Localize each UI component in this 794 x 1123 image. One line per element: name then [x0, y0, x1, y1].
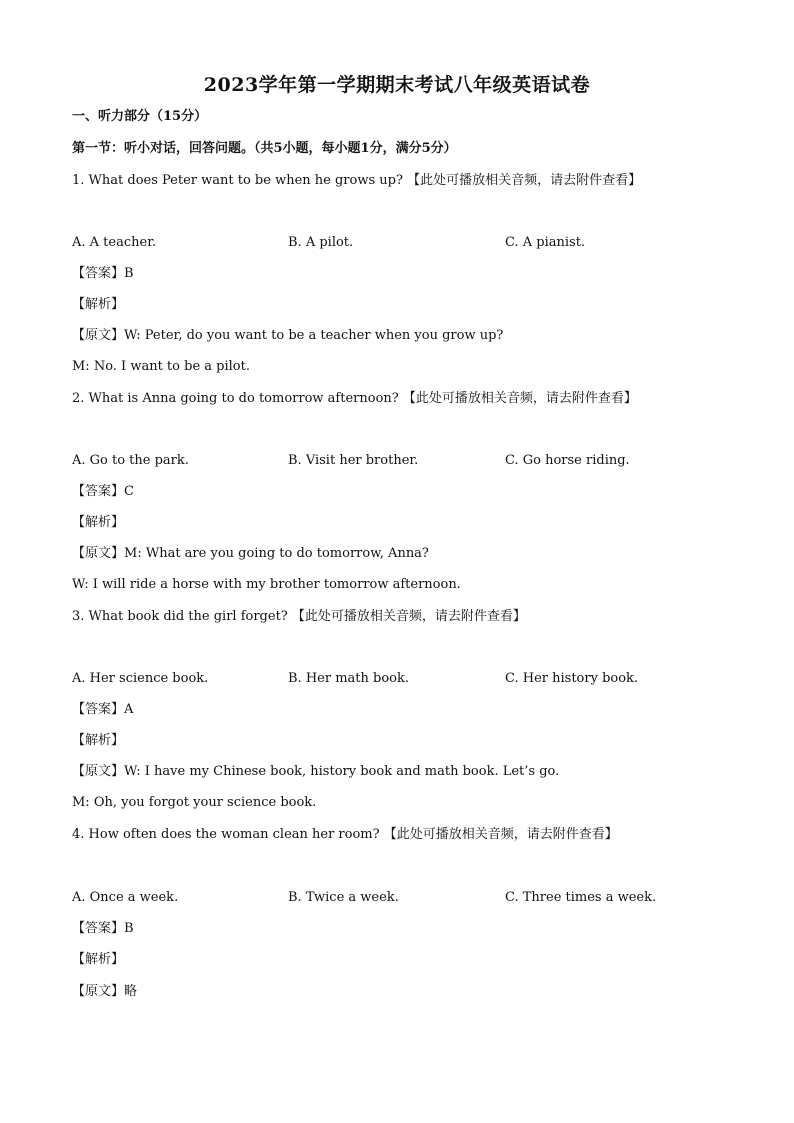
original-label: 【原文】	[72, 984, 125, 999]
question-2-original-line-2: W: I will ride a horse with my brother tomorrow afternoon.	[72, 577, 461, 592]
question-1-option-c: C. A pianist.	[505, 235, 586, 250]
question-1-option-a: A. A teacher.	[72, 235, 157, 250]
answer-value: A	[124, 702, 134, 717]
question-4-original	[72, 983, 137, 1001]
question-4-analysis-label: 【解析】	[72, 952, 125, 967]
original-text: 略	[124, 984, 138, 999]
original-text: M: What are you going to do tomorrow, Anna?	[124, 546, 429, 561]
question-3-original-line-2: M: Oh, you forgot your science book.	[72, 795, 317, 810]
question-1-answer	[72, 265, 134, 283]
question-1-original-line-2: M: No. I want to be a pilot.	[72, 359, 250, 374]
subsection-heading: 第一节：听小对话，回答问题。（共5小题，每小题1分，满分5分）	[72, 141, 457, 156]
question-2-option-b: B. Visit her brother.	[288, 453, 419, 468]
question-2-stem: 2. What is Anna going to do tomorrow afternoon? 【此处可播放相关音频，请去附件查看】	[72, 391, 637, 406]
question-3-answer	[72, 701, 133, 719]
original-text: W: I have my Chinese book, history book and math book. Let’s go.	[124, 764, 560, 779]
question-4-option-b: B. Twice a week.	[288, 890, 399, 905]
original-text: W: Peter, do you want to be a teacher when you grow up?	[124, 328, 504, 343]
question-4-option-a: A. Once a week.	[72, 890, 179, 905]
question-3-option-a: A. Her science book.	[72, 671, 209, 686]
answer-label: 【答案】	[72, 484, 125, 499]
question-2-original	[72, 545, 429, 563]
original-label: 【原文】	[72, 328, 125, 343]
question-2-answer	[72, 483, 134, 501]
question-3-original	[72, 763, 559, 781]
question-2-analysis-label: 【解析】	[72, 515, 125, 530]
answer-label: 【答案】	[72, 921, 125, 936]
question-3-stem: 3. What book did the girl forget? 【此处可播放相关音频，请去附件查看】	[72, 609, 526, 624]
question-4-answer	[72, 920, 134, 938]
original-label: 【原文】	[72, 764, 125, 779]
original-label: 【原文】	[72, 546, 125, 561]
section-heading: 一、听力部分（15分）	[72, 109, 208, 124]
question-1-stem: 1. What does Peter want to be when he grows up? 【此处可播放相关音频，请去附件查看】	[72, 173, 642, 188]
question-1-option-b: B. A pilot.	[288, 235, 354, 250]
question-2-option-c: C. Go horse riding.	[505, 453, 630, 468]
question-1-analysis-label: 【解析】	[72, 297, 125, 312]
answer-label: 【答案】	[72, 702, 125, 717]
answer-value: B	[124, 266, 134, 281]
page-title: 2023学年第一学期期末考试八年级英语试卷	[203, 74, 591, 96]
question-4-stem: 4. How often does the woman clean her room? 【此处可播放相关音频，请去附件查看】	[72, 827, 618, 842]
question-1-original	[72, 327, 503, 345]
answer-label: 【答案】	[72, 266, 125, 281]
question-4-option-c: C. Three times a week.	[505, 890, 657, 905]
question-3-analysis-label: 【解析】	[72, 733, 125, 748]
answer-value: C	[124, 484, 134, 499]
question-3-option-c: C. Her history book.	[505, 671, 639, 686]
answer-value: B	[124, 921, 134, 936]
question-2-option-a: A. Go to the park.	[72, 453, 189, 468]
question-3-option-b: B. Her math book.	[288, 671, 409, 686]
